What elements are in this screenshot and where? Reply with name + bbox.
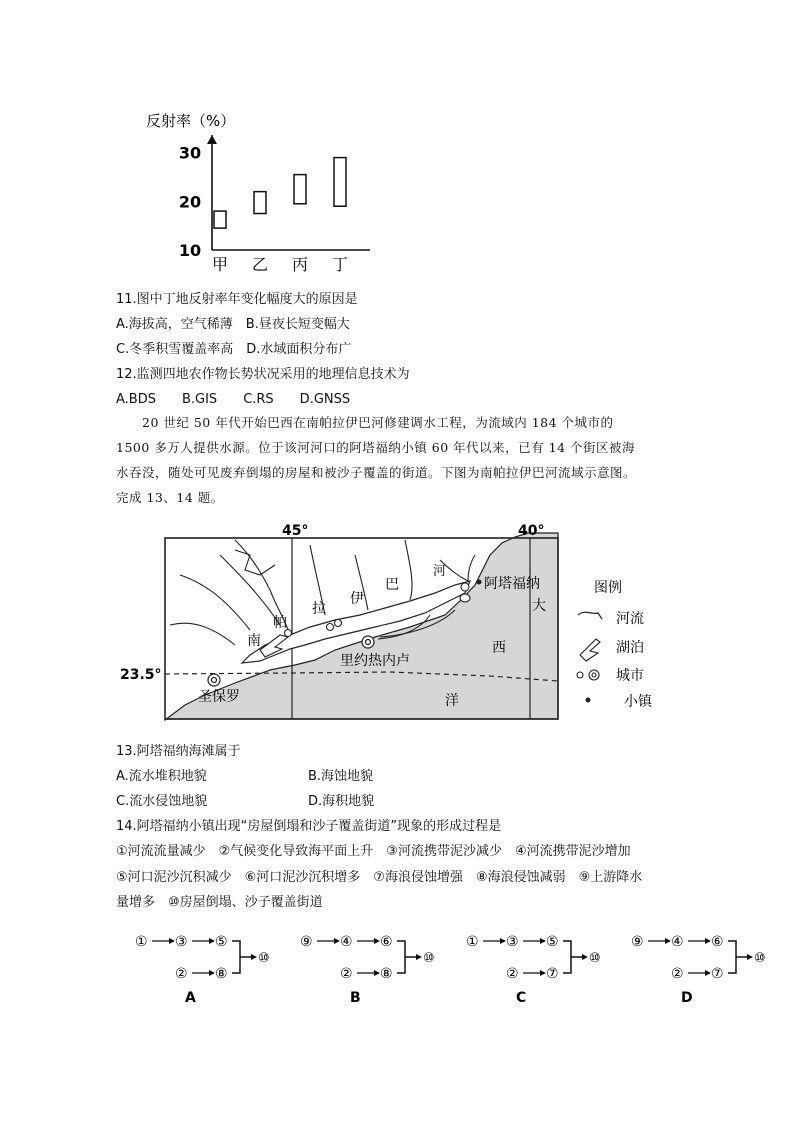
flow-diagram-a <box>135 928 285 1008</box>
flow-node: ④ <box>671 934 684 950</box>
flow-node: ⑥ <box>380 934 393 950</box>
q13-stem: 13.阿塔福纳海滩属于 <box>116 744 241 759</box>
flow-end-node: ⑩ <box>423 951 435 966</box>
q14-items-line-1: ①河流流量减少 ②气候变化导致海平面上升 ③河流携带泥沙减少 ④河流携带泥沙增加 <box>116 844 631 859</box>
q11-options-cd: C.冬季积雪覆盖率高 D.水域面积分布广 <box>116 342 352 357</box>
legend-town-icon <box>586 698 591 703</box>
city-marker <box>335 620 342 627</box>
q12-options: A.BDS B.GIS C.RS D.GNSS <box>116 392 351 407</box>
y-tick-label: 10 <box>178 241 202 260</box>
flow-end-node: ⑩ <box>589 951 601 966</box>
town-label: 阿塔福纳 <box>484 576 540 592</box>
flow-node: ② <box>340 966 353 982</box>
river-char: 巴 <box>385 577 399 593</box>
river-char: 南 <box>247 633 261 649</box>
river-char: 伊 <box>350 591 364 607</box>
ocean-char: 洋 <box>445 693 459 709</box>
q11-stem: 11.图中丁地反射率年变化幅度大的原因是 <box>116 292 358 307</box>
flow-node: ④ <box>340 934 353 950</box>
q13-option-b: B.海蚀地貌 <box>308 769 374 784</box>
lon-45-label: 45° <box>282 523 309 539</box>
flow-node: ② <box>506 966 519 982</box>
x-tick-label: 丁 <box>331 255 349 274</box>
q14-items-line-2: ⑤河口泥沙沉积减少 ⑥河口泥沙沉积增多 ⑦海浪侵蚀增强 ⑧海浪侵蚀减弱 ⑨上游降水 <box>116 870 643 885</box>
flow-node: ⑦ <box>546 966 559 982</box>
flow-node: ⑥ <box>711 934 724 950</box>
flow-bracket <box>232 941 253 973</box>
flow-diagram-c <box>466 928 616 1008</box>
flow-end-node: ⑩ <box>754 951 766 966</box>
range-bar <box>334 158 346 207</box>
passage-line-4: 完成 13、14 题。 <box>116 490 224 505</box>
city-marker <box>327 624 334 631</box>
rio-label: 里约热内卢 <box>340 653 410 669</box>
lake-small <box>460 594 470 602</box>
flow-end-node: ⑩ <box>258 951 270 966</box>
flow-node: ① <box>135 934 148 950</box>
flow-diagram-b <box>300 928 450 1008</box>
flow-option-label: A <box>185 990 196 1006</box>
flow-node: ⑨ <box>300 934 313 950</box>
legend-lake-icon <box>580 639 600 661</box>
x-tick-label: 丙 <box>291 255 309 274</box>
river-char: 帕 <box>273 615 287 631</box>
y-axis-label: 反射率（%） <box>146 112 236 130</box>
x-tick-label: 乙 <box>251 255 269 274</box>
range-bar <box>254 192 266 214</box>
flow-node: ⑤ <box>215 934 228 950</box>
q14-items-line-3: 量增多 ⑩房屋倒塌、沙子覆盖街道 <box>116 895 323 910</box>
q12-stem: 12.监测四地农作物长势状况采用的地理信息技术为 <box>116 367 410 382</box>
legend-town: 小镇 <box>624 694 652 710</box>
y-tick-label: 30 <box>178 143 202 163</box>
flow-node: ⑤ <box>546 934 559 950</box>
legend-title: 图例 <box>594 580 622 596</box>
q11-options-ab: A.海拔高，空气稀薄 B.昼夜长短变幅大 <box>116 317 350 332</box>
ocean-char: 西 <box>492 640 506 656</box>
river-char: 河 <box>433 564 447 579</box>
lon-40-label: 40° <box>518 523 545 539</box>
city-marker <box>461 583 469 591</box>
flow-bracket <box>563 941 584 973</box>
x-tick-label: 甲 <box>211 255 229 274</box>
passage-line-3: 水吞没，随处可见废弃倒塌的房屋和被沙子覆盖的街道。下图为南帕拉伊巴河流域示意图。 <box>116 465 637 480</box>
ocean-char: 大 <box>532 598 546 614</box>
flow-bracket <box>728 941 749 973</box>
q13-option-c: C.流水侵蚀地貌 <box>116 794 208 809</box>
legend-river: 河流 <box>616 611 644 627</box>
flow-node: ② <box>175 966 188 982</box>
chart-plot <box>179 135 370 274</box>
legend-city-icon <box>577 672 583 678</box>
reflectance-chart <box>140 100 380 285</box>
flow-option-label: B <box>350 990 361 1006</box>
y-tick-label: 20 <box>178 192 202 212</box>
saopaulo-label: 圣保罗 <box>198 689 240 705</box>
y-axis-arrow <box>207 135 217 144</box>
legend-lake: 湖泊 <box>616 640 644 656</box>
flow-node: ⑨ <box>631 934 644 950</box>
flow-node: ③ <box>506 934 519 950</box>
river-basin-map <box>110 515 690 730</box>
q13-option-d: D.海积地貌 <box>308 794 375 809</box>
flow-node: ② <box>671 966 684 982</box>
range-bar <box>214 211 226 228</box>
legend-city: 城市 <box>616 668 644 684</box>
lat-label: 23.5° <box>120 667 162 683</box>
town-dot <box>477 580 482 585</box>
flow-node: ① <box>466 934 479 950</box>
flow-diagram-d <box>631 928 781 1008</box>
range-bar <box>294 175 306 204</box>
q14-stem: 14.阿塔福纳小镇出现“房屋倒塌和沙子覆盖街道”现象的形成过程是 <box>116 819 502 834</box>
flow-node: ⑧ <box>380 966 393 982</box>
q13-option-a: A.流水堆积地貌 <box>116 769 207 784</box>
flow-node: ③ <box>175 934 188 950</box>
passage-line-1: 20 世纪 50 年代开始巴西在南帕拉伊巴河修建调水工程，为流域内 184 个城市的 <box>116 415 614 430</box>
flow-option-label: D <box>681 990 693 1006</box>
flow-option-label: C <box>516 990 527 1006</box>
legend-river-icon <box>578 612 602 619</box>
river-char: 拉 <box>312 601 326 617</box>
flow-node: ⑧ <box>215 966 228 982</box>
passage-line-2: 1500 多万人提供水源。位于该河河口的阿塔福纳小镇 60 年代以来，已有 14 个街区被海 <box>116 440 635 455</box>
flow-bracket <box>397 941 418 973</box>
flow-node: ⑦ <box>711 966 724 982</box>
